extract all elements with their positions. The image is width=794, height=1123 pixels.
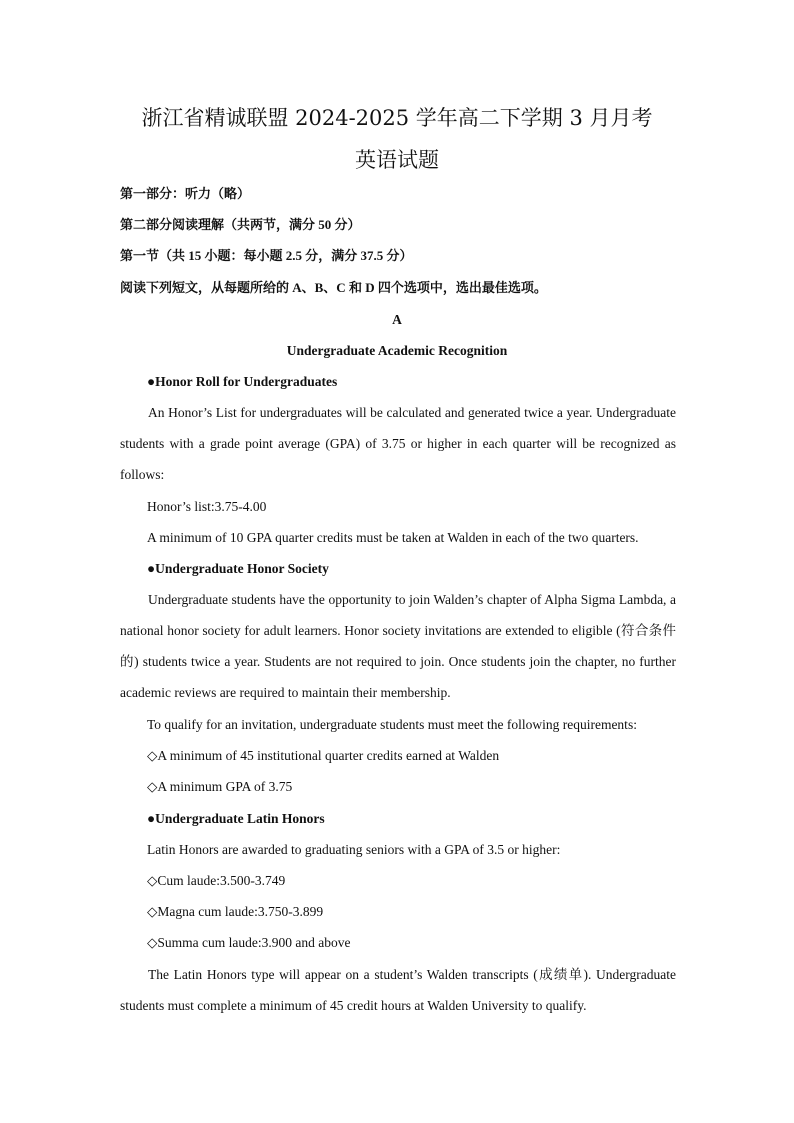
requirement-item: ◇A minimum of 45 institutional quarter credits earned at Walden bbox=[147, 748, 500, 763]
honor-roll-heading: ●Honor Roll for Undergraduates bbox=[147, 374, 338, 389]
passage-letter: A bbox=[392, 312, 402, 327]
latin-honors-intro: Latin Honors are awarded to graduating seniors with a GPA of 3.5 or higher: bbox=[147, 842, 561, 857]
honor-roll-minimum: A minimum of 10 GPA quarter credits must be taken at Walden in each of the two quarters. bbox=[147, 530, 639, 545]
honor-list-range: Honor’s list:3.75-4.00 bbox=[147, 499, 267, 514]
latin-honors-paragraph: The Latin Honors type will appear on a student’s Walden transcripts (成绩单). Undergraduate students must complete a minimum of 45 credit hours at Walden University to qualify. bbox=[120, 967, 676, 1013]
honor-society-paragraph: Undergraduate students have the opportunity to join Walden’s chapter of Alpha Sigma Lambda, a national honor society for adult learners. Honor society invitations are extended to eligible (符合条件的) students twice a year. Students are not required to join. Once students join the chapter, no further academic reviews are required to maintain their membership. bbox=[120, 592, 676, 700]
instruction-text: 阅读下列短文，从每题所给的 A、B、C 和 D 四个选项中，选出最佳选项。 bbox=[120, 280, 547, 295]
part2-heading: 第二部分阅读理解（共两节，满分 50 分） bbox=[120, 217, 361, 232]
latin-honors-item: ◇Summa cum laude:3.900 and above bbox=[147, 935, 351, 950]
section1-heading: 第一节（共 15 小题：每小题 2.5 分，满分 37.5 分） bbox=[120, 248, 413, 263]
exam-title: 浙江省精诚联盟 2024-2025 学年高二下学期 3 月月考 bbox=[141, 106, 653, 130]
exam-subtitle: 英语试题 bbox=[355, 148, 439, 172]
requirement-item: ◇A minimum GPA of 3.75 bbox=[147, 779, 293, 794]
latin-honors-item: ◇Cum laude:3.500-3.749 bbox=[147, 873, 286, 888]
latin-honors-heading: ●Undergraduate Latin Honors bbox=[147, 811, 325, 826]
passage-heading: Undergraduate Academic Recognition bbox=[286, 343, 508, 358]
qualify-text: To qualify for an invitation, undergraduate students must meet the following requirements: bbox=[147, 717, 637, 732]
honor-roll-paragraph: An Honor’s List for undergraduates will be calculated and generated twice a year. Undergraduate students with a grade point average (GPA) of 3.75 or higher in each quarter will be recognized as follows: bbox=[120, 405, 676, 482]
part1-heading: 第一部分：听力（略） bbox=[120, 186, 251, 201]
honor-society-heading: ●Undergraduate Honor Society bbox=[147, 561, 329, 576]
latin-honors-item: ◇Magna cum laude:3.750-3.899 bbox=[147, 904, 324, 919]
